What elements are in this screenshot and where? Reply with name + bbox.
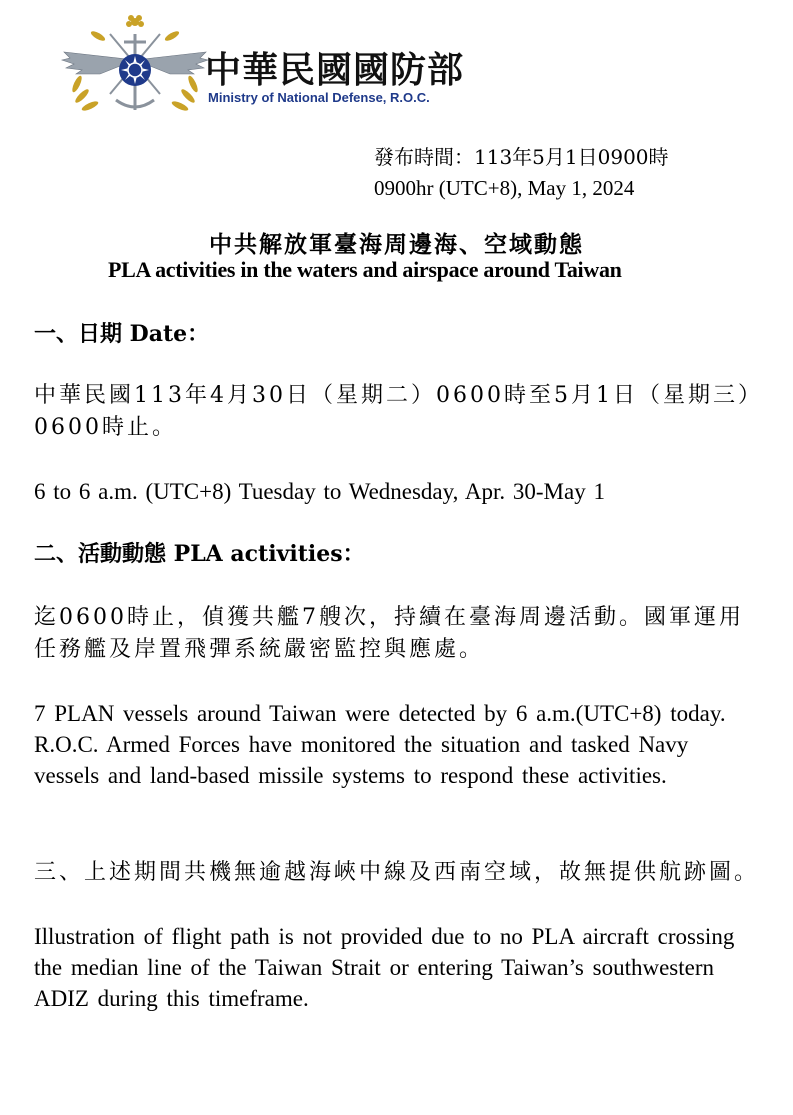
org-name-chinese: 中華民國國防部	[205, 50, 465, 91]
section-activities-english: 7 PLAN vessels around Taiwan were detected by 6 a.m.(UTC+8) today. R.O.C. Armed Forces have monitored the situation and tasked Navy vessels and land-based missile systems to respond these activities.	[34, 701, 726, 788]
release-time-english: 0900hr (UTC+8), May 1, 2024	[374, 176, 635, 200]
page-title-english: PLA activities in the waters and airspace around Taiwan	[108, 257, 622, 282]
org-name-english: Ministry of National Defense, R.O.C.	[208, 90, 430, 105]
section-date-english: 6 to 6 a.m. (UTC+8) Tuesday to Wednesday, Apr. 30-May 1	[34, 479, 605, 504]
release-time	[374, 142, 669, 204]
section-activities-chinese: 迄0600時止，偵獲共艦7艘次，持續在臺海周邊活動。國軍運用任務艦及岸置飛彈系統嚴密監控與應處。	[34, 605, 744, 662]
section-activities-heading: 二、活動動態 PLA activities：	[34, 541, 365, 567]
section-flight-path-english: Illustration of flight path is not provided due to no PLA aircraft crossing the median line of the Taiwan Strait or entering Taiwan’s southwestern ADIZ during this timeframe.	[34, 924, 735, 1011]
section-date-heading: 一、日期 Date：	[34, 321, 210, 347]
page-title-chinese: 中共解放軍臺海周邊海、空域動態	[209, 231, 584, 258]
release-time-chinese: 發布時間：113年5月1日0900時	[374, 145, 669, 169]
mnd-emblem-icon	[60, 14, 210, 120]
section-date-chinese: 中華民國113年4月30日（星期二）0600時至5月1日（星期三）0600時止。	[34, 383, 752, 440]
section-flight-path-chinese: 三、上述期間共機無逾越海峽中線及西南空域，故無提供航跡圖。	[34, 860, 760, 885]
